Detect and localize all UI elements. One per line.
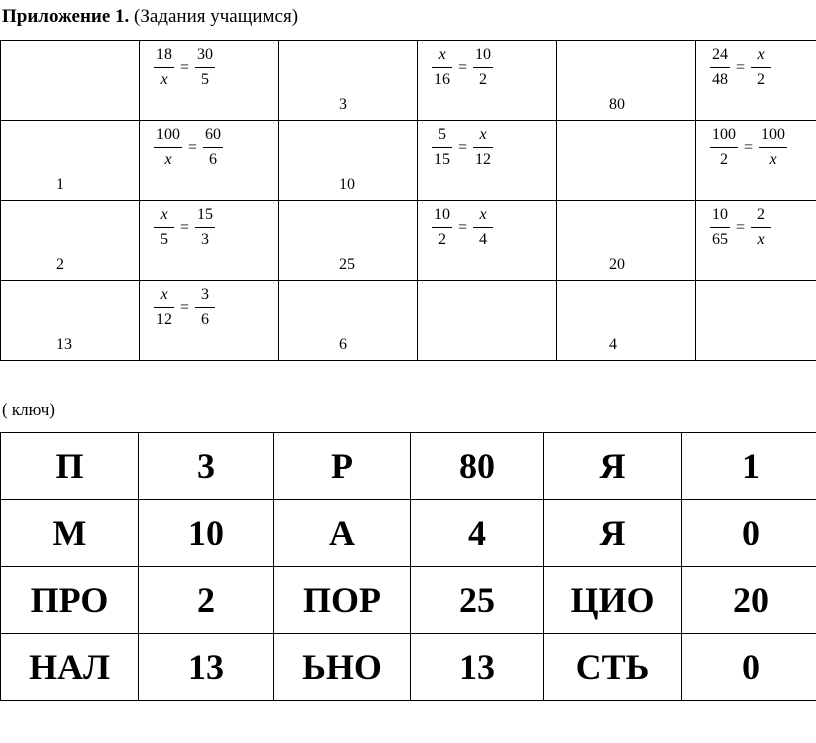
fraction [432, 45, 452, 90]
denominator: 12 [156, 311, 172, 328]
equals-sign: = [744, 138, 754, 156]
proportion-equation [430, 45, 495, 90]
equals-sign: = [458, 58, 468, 76]
key-number-cell: 80 [411, 433, 544, 500]
answer-cell [1, 201, 140, 281]
denominator: x [160, 71, 168, 88]
equation-cell [140, 201, 279, 281]
fraction [432, 205, 452, 250]
key-syllable-cell: ПОР [274, 567, 411, 634]
key-syllable-cell: ПРО [1, 567, 139, 634]
task-row [1, 201, 816, 281]
fraction [751, 205, 771, 250]
denominator: 2 [438, 231, 446, 248]
denominator: 16 [434, 71, 450, 88]
equation-cell [418, 41, 557, 121]
equation-cell [140, 121, 279, 201]
equation-cell [140, 281, 279, 361]
proportion-equation [152, 125, 225, 170]
equals-sign: = [458, 218, 468, 236]
answer-number: 20 [609, 256, 625, 273]
answer-cell [1, 121, 140, 201]
answer-cell [279, 41, 418, 121]
task-row [1, 281, 816, 361]
answer-number: 10 [339, 176, 355, 193]
key-syllable-cell: Я [544, 500, 682, 567]
key-syllable-cell: П [1, 433, 139, 500]
equals-sign: = [180, 58, 190, 76]
numerator: 15 [195, 205, 215, 228]
denominator: 4 [479, 231, 488, 248]
fraction [759, 125, 787, 170]
answer-number: 25 [339, 256, 355, 273]
proportion-equation [708, 205, 773, 250]
answer-cell [557, 281, 696, 361]
key-syllable-cell: Р [274, 433, 411, 500]
equals-sign: = [188, 138, 198, 156]
proportion-equation [708, 125, 789, 170]
denominator: 6 [201, 311, 210, 328]
fraction [154, 285, 174, 330]
key-number-cell: 3 [139, 433, 274, 500]
denominator: 65 [712, 231, 728, 248]
denominator: x [769, 151, 777, 168]
numerator: 18 [154, 45, 174, 68]
equation-cell [140, 41, 279, 121]
numerator: 10 [473, 45, 493, 68]
key-syllable-cell: СТЬ [544, 634, 682, 701]
key-number-cell: 20 [682, 567, 816, 634]
key-row [1, 500, 816, 567]
numerator: 30 [195, 45, 215, 68]
numerator: 3 [195, 285, 215, 308]
task-row [1, 41, 816, 121]
key-syllable-cell: ЦИО [544, 567, 682, 634]
numerator: x [751, 45, 771, 68]
numerator: x [154, 285, 174, 308]
denominator: 5 [160, 231, 168, 248]
numerator: x [154, 205, 174, 228]
fraction [473, 205, 493, 250]
key-syllable-cell: ЬНО [274, 634, 411, 701]
equation-cell [418, 201, 557, 281]
numerator: 5 [432, 125, 452, 148]
key-syllable-cell: А [274, 500, 411, 567]
denominator: 15 [434, 151, 450, 168]
equation-cell [696, 41, 816, 121]
fraction [154, 45, 174, 90]
answer-cell [1, 41, 140, 121]
heading-title: Приложение 1. [2, 6, 130, 27]
answer-number: 3 [339, 96, 347, 113]
answer-number: 80 [609, 96, 625, 113]
denominator: 3 [201, 231, 210, 248]
tasks-table [0, 40, 816, 361]
fraction [751, 45, 771, 90]
key-number-cell: 10 [139, 500, 274, 567]
fraction [154, 205, 174, 250]
key-number-cell: 2 [139, 567, 274, 634]
proportion-equation [152, 285, 217, 330]
fraction [203, 125, 223, 170]
proportion-equation [152, 205, 217, 250]
key-number-cell: 13 [139, 634, 274, 701]
fraction [195, 45, 215, 90]
numerator: x [432, 45, 452, 68]
key-table [0, 432, 816, 701]
proportion-equation [430, 125, 495, 170]
fraction [710, 125, 738, 170]
answer-cell [557, 201, 696, 281]
numerator: 24 [710, 45, 730, 68]
key-number-cell: 4 [411, 500, 544, 567]
equation-cell [418, 281, 557, 361]
equation-cell [696, 121, 816, 201]
equation-cell [696, 281, 816, 361]
fraction [195, 205, 215, 250]
answer-number: 13 [56, 336, 72, 353]
proportion-equation [708, 45, 773, 90]
denominator: 2 [479, 71, 488, 88]
key-number-cell: 0 [682, 500, 816, 567]
key-syllable-cell: Я [544, 433, 682, 500]
denominator: 48 [712, 71, 728, 88]
fraction [432, 125, 452, 170]
fraction [195, 285, 215, 330]
denominator: 6 [209, 151, 218, 168]
numerator: 60 [203, 125, 223, 148]
answer-cell [279, 281, 418, 361]
answer-cell [1, 281, 140, 361]
denominator: x [757, 231, 765, 248]
denominator: 5 [201, 71, 210, 88]
task-row [1, 121, 816, 201]
equals-sign: = [458, 138, 468, 156]
equation-cell [418, 121, 557, 201]
denominator: 2 [720, 151, 728, 168]
numerator: x [473, 125, 493, 148]
key-row [1, 433, 816, 500]
key-number-cell: 0 [682, 634, 816, 701]
answer-number: 1 [56, 176, 64, 193]
equals-sign: = [180, 298, 190, 316]
fraction [473, 45, 493, 90]
numerator: x [473, 205, 493, 228]
equals-sign: = [180, 218, 190, 236]
answer-cell [557, 41, 696, 121]
answer-number: 2 [56, 256, 64, 273]
key-number-cell: 1 [682, 433, 816, 500]
key-number-cell: 25 [411, 567, 544, 634]
fraction [473, 125, 493, 170]
page-heading [2, 6, 298, 28]
answer-number: 6 [339, 336, 347, 353]
heading-subtitle: (Задания учащимся) [134, 6, 299, 27]
answer-cell [279, 201, 418, 281]
key-row [1, 567, 816, 634]
answer-cell [557, 121, 696, 201]
key-syllable-cell: М [1, 500, 139, 567]
equation-cell [696, 201, 816, 281]
fraction [154, 125, 182, 170]
key-syllable-cell: НАЛ [1, 634, 139, 701]
equals-sign: = [736, 58, 746, 76]
key-number-cell: 13 [411, 634, 544, 701]
numerator: 10 [710, 205, 730, 228]
fraction [710, 205, 730, 250]
denominator: x [164, 151, 172, 168]
key-label: ( ключ) [2, 400, 55, 419]
denominator: 12 [475, 151, 492, 168]
equals-sign: = [736, 218, 746, 236]
denominator: 2 [757, 71, 766, 88]
numerator: 100 [154, 125, 182, 148]
key-row [1, 634, 816, 701]
answer-cell [279, 121, 418, 201]
numerator: 100 [759, 125, 787, 148]
numerator: 100 [710, 125, 738, 148]
proportion-equation [430, 205, 495, 250]
numerator: 2 [751, 205, 771, 228]
proportion-equation [152, 45, 217, 90]
answer-number: 4 [609, 336, 617, 353]
fraction [710, 45, 730, 90]
numerator: 10 [432, 205, 452, 228]
